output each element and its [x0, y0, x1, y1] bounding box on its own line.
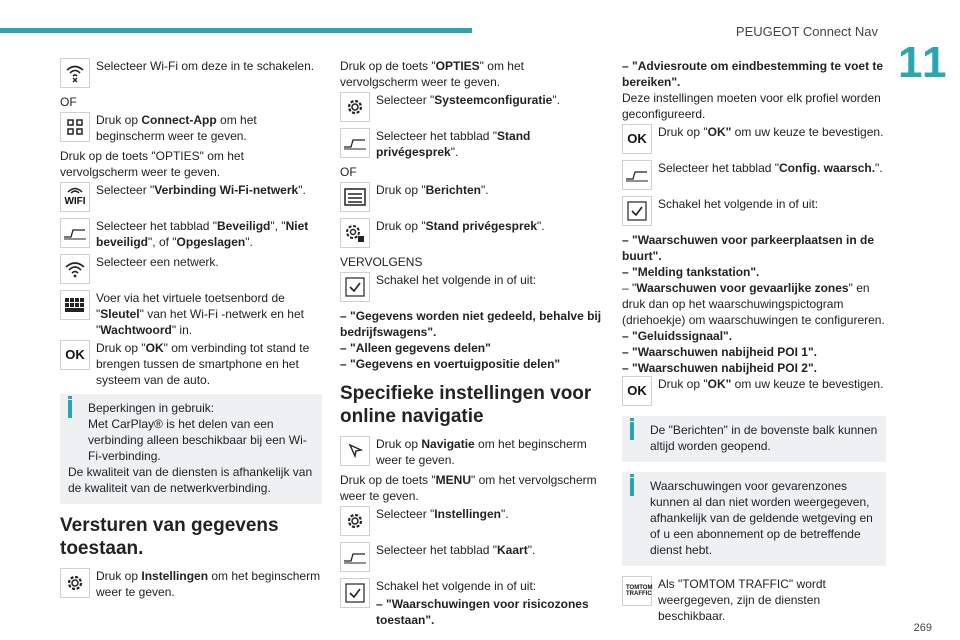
apps-grid-icon — [60, 112, 90, 142]
paragraph: Druk op de toets "OPTIES" om het vervolgscherm weer te geven. — [60, 149, 244, 179]
step-text: Schakel het volgende in of uit: — [376, 273, 537, 287]
header-accent-bar — [0, 28, 472, 33]
info-bar — [630, 478, 634, 496]
step-tab-warnings — [622, 160, 886, 194]
section-heading: Versturen van gegevens toestaan. — [60, 515, 279, 559]
info-bar — [68, 400, 72, 418]
step-text: Selecteer "Instellingen". — [376, 507, 509, 521]
step-settings — [60, 568, 322, 602]
info-box — [60, 394, 322, 504]
paragraph: Druk op de toets "OPTIES" om het vervolgscherm weer te geven. — [340, 59, 524, 89]
step-text: Druk op Instellingen om het beginscherm weer te geven. — [96, 569, 321, 599]
column-3 — [622, 58, 886, 626]
step-messages — [340, 182, 604, 216]
keyboard-icon — [60, 290, 90, 320]
step-text: Druk op "OK" om uw keuze te bevestigen. — [658, 125, 884, 139]
step-tomtom — [622, 576, 886, 624]
checkbox-icon — [622, 196, 652, 226]
info-box — [622, 416, 886, 462]
step-ok — [60, 340, 322, 388]
step-connect-app — [60, 112, 322, 146]
info-icon — [630, 418, 634, 421]
ok-text: OK — [65, 347, 85, 362]
column-1 — [60, 58, 322, 604]
step-wifi-network — [60, 182, 322, 216]
step-text: Selecteer het tabblad "Beveiligd", "Niet beveiligd", of "Opgeslagen". — [96, 219, 309, 249]
step-text: Selecteer het tabblad "Config. waarsch.". — [658, 161, 883, 175]
paragraph: Deze instellingen moeten voor elk profiel worden geconfigureerd. — [622, 91, 881, 121]
step-tab-private — [340, 128, 604, 162]
ok-icon — [622, 124, 652, 154]
step-private-mode — [340, 218, 604, 252]
option-item: – "Melding tankstation". — [622, 265, 760, 279]
step-text: Selecteer Wi-Fi om deze in te schakelen. — [96, 59, 315, 73]
gear-icon — [340, 92, 370, 122]
step-text: Selecteer "Systeemconfiguratie". — [376, 93, 560, 107]
option-item: – "Waarschuwen voor gevaarlijke zones" en druk dan op het waarschuwingspictogram (driehoekje) om waarschuwingen te configureren. — [622, 281, 885, 327]
chapter-number: 11 — [898, 38, 949, 87]
step-text: Schakel het volgende in of uit: — [658, 197, 819, 211]
wifi-icon — [60, 254, 90, 284]
gear-icon — [60, 568, 90, 598]
navigation-arrow-icon — [340, 436, 370, 466]
traffic-text: TRAFFIC — [626, 591, 652, 597]
step-navigation — [340, 436, 604, 470]
ok-text: OK — [627, 131, 647, 146]
step-tab-security — [60, 218, 322, 252]
checkbox-icon — [340, 272, 370, 302]
step-tab-map — [340, 542, 604, 576]
option-item: – "Gegevens en voertuigpositie delen" — [340, 357, 561, 371]
step-select-network — [60, 254, 322, 288]
info-box — [622, 472, 886, 566]
info-text: Beperkingen in gebruik: — [88, 401, 215, 415]
tab-icon — [60, 218, 90, 248]
info-text: Met CarPlay® is het delen van een verbinding alleen beschikbaar bij een Wi-Fi-verbinding. — [88, 417, 307, 463]
tomtom-text: TOMTOM — [626, 585, 653, 591]
option-item: – "Waarschuwen nabijheid POI 2". — [622, 361, 817, 375]
wifi-text: WIFI — [64, 195, 86, 207]
option-item: – "Alleen gegevens delen" — [340, 341, 491, 355]
option-item: – "Geluidssignaal". — [622, 329, 733, 343]
wifi-label-icon — [60, 182, 90, 212]
step-settings — [340, 506, 604, 540]
ok-icon — [622, 376, 652, 406]
step-text: Druk op "Stand privégesprek". — [376, 219, 545, 233]
step-text: Voer via het virtuele toetsenbord de "Sleutel" van het Wi-Fi -netwerk en het "Wachtwoord" in. — [96, 291, 304, 337]
info-icon — [630, 474, 634, 477]
wifi-off-icon — [60, 58, 90, 88]
or-label: OF — [60, 95, 77, 109]
option-item: – "Gegevens worden niet gedeeld, behalve bij bedrijfswagens". — [340, 309, 602, 339]
info-text: De "Berichten" in de bovenste balk kunnen altijd worden geopend. — [650, 423, 878, 453]
info-text: De kwaliteit van de diensten is afhankelijk van de kwaliteit van de netwerkverbinding. — [68, 465, 313, 495]
step-system-config — [340, 92, 604, 126]
tab-icon — [340, 128, 370, 158]
step-toggle — [340, 272, 604, 306]
step-keyboard — [60, 290, 322, 338]
info-icon — [68, 396, 72, 399]
step-text: Selecteer een netwerk. — [96, 255, 219, 269]
option-item: – "Adviesroute om eindbestemming te voet te bereiken". — [622, 59, 884, 89]
column-2 — [340, 58, 604, 628]
step-text: Druk op "OK" om verbinding tot stand te brengen tussen de smartphone en het systeem van de auto. — [96, 341, 310, 387]
gear-icon — [340, 506, 370, 536]
step-text: Schakel het volgende in of uit: — [376, 579, 537, 593]
step-text: Druk op Connect-App om het beginscherm weer te geven. — [96, 113, 257, 143]
step-text: Druk op Navigatie om het beginscherm weer te geven. — [376, 437, 587, 467]
header-title: PEUGEOT Connect Nav — [735, 24, 878, 39]
info-bar — [630, 422, 634, 440]
step-text: Druk op "OK" om uw keuze te bevestigen. — [658, 377, 884, 391]
ok-icon — [60, 340, 90, 370]
privacy-gear-icon — [340, 218, 370, 248]
paragraph: Druk op de toets "MENU" om het vervolgscherm weer te geven. — [340, 473, 597, 503]
or-label: OF — [340, 165, 357, 179]
section-heading: Specifieke instellingen voor online navigatie — [340, 383, 592, 427]
step-ok — [622, 376, 886, 410]
step-ok — [622, 124, 886, 158]
option-item: – "Waarschuwingen voor risicozones toestaan". — [376, 597, 589, 627]
option-item: – "Waarschuwen voor parkeerplaatsen in de buurt". — [622, 233, 874, 263]
step-text: Als "TOMTOM TRAFFIC" wordt weergegeven, zijn de diensten beschikbaar. — [658, 577, 826, 623]
tab-icon — [622, 160, 652, 190]
option-item: – "Waarschuwen nabijheid POI 1". — [622, 345, 817, 359]
step-toggle — [622, 196, 886, 230]
step-toggle-risk — [340, 578, 604, 612]
checkbox-icon — [340, 578, 370, 608]
tomtom-traffic-icon — [622, 576, 652, 606]
step-text: Selecteer het tabblad "Kaart". — [376, 543, 536, 557]
step-wifi-enable — [60, 58, 322, 92]
ok-text: OK — [627, 383, 647, 398]
then-label: VERVOLGENS — [340, 255, 423, 269]
messages-icon — [340, 182, 370, 212]
tab-icon — [340, 542, 370, 572]
page-number: 269 — [913, 622, 932, 634]
step-text: Selecteer "Verbinding Wi-Fi-netwerk". — [96, 183, 306, 197]
step-text: Selecteer het tabblad "Stand privégesprek". — [376, 129, 531, 159]
info-text: Waarschuwingen voor gevarenzones kunnen al dan niet worden weergegeven, afhankelijk van de geldende wetgeving en of u een abonnement op de betreffende dienst hebt. — [650, 479, 873, 557]
step-text: Druk op "Berichten". — [376, 183, 489, 197]
